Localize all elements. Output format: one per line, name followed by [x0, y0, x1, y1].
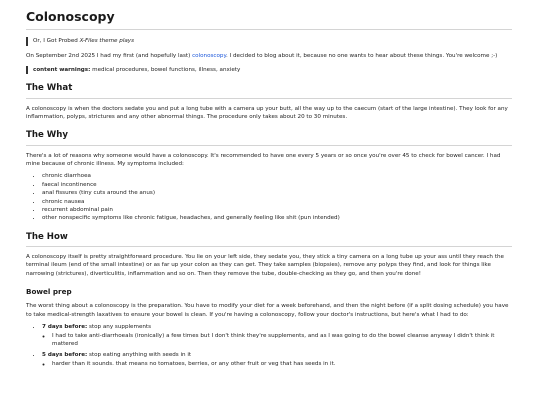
subtitle-text: Or, I Got Probed	[33, 38, 80, 45]
subtitle-quote	[26, 37, 512, 45]
section-heading-bowel-prep: Bowel prep	[26, 287, 72, 297]
prep-substep-list	[52, 360, 512, 368]
section-body-bowel-prep: The worst thing about a colonoscopy is the preparation. You have to modify your diet for a week beforehand, and then the night before (if a split dosing schedule) you have to take medical-strength laxatives to ensure your bowel is clean. If you're having a colonoscopy, follow your doctor's instructions, but here's what I had to do:	[26, 303, 509, 318]
list-item: • anal fissures (tiny cuts around the anus)	[42, 189, 512, 197]
prep-substep-list	[52, 332, 512, 349]
prep-step-text: stop any supplements	[87, 324, 152, 331]
list-item: • other nonspecific symptoms like chronic fatigue, headaches, and generally feeling like shit (pun intended)	[42, 214, 512, 222]
prep-step-label: 5 days before:	[42, 352, 88, 359]
content-warning-text: medical procedures, bowel functions, illness, anxiety	[90, 67, 241, 74]
symptom-list	[42, 172, 512, 222]
prep-step	[42, 351, 512, 368]
prep-substep: ◦ I had to take anti-diarrhoeals (ironically) a few times but I don't think they're supplements, and as I was going to do the bowel cleanse anyway I didn't think it mattered	[52, 332, 512, 349]
prep-substep: ◦ harder than it sounds. that means no tomatoes, berries, or any other fruit or veg that has seeds in it.	[52, 360, 512, 368]
prep-step-label: 7 days before:	[42, 324, 88, 331]
section-heading-how: The How	[26, 232, 512, 247]
list-item: • chronic diarrhoea	[42, 172, 512, 180]
section-body-why: There's a lot of reasons why someone would have a colonoscopy. It's recommended to have one every 5 years or so once you're over 45 to check for bowel cancer. I had mine because of chronic illness. My symptoms included:	[26, 152, 501, 167]
section-heading-what: The What	[26, 83, 512, 98]
subtitle-emphasis: X-Files theme plays	[79, 38, 135, 45]
prep-step-text: stop eating anything with seeds in it	[87, 352, 192, 359]
content-warning-label: content warnings:	[33, 67, 91, 74]
section-heading-why: The Why	[26, 130, 512, 145]
colonoscopy-link[interactable]: colonoscopy	[192, 52, 226, 59]
intro-text: On September 2nd 2025 I had my first (and hopefully last)	[26, 52, 193, 59]
list-item: • chronic nausea	[42, 198, 512, 206]
prep-step	[42, 323, 512, 348]
page-title: Colonoscopy	[26, 9, 512, 30]
section-body-how: A colonoscopy itself is pretty straightforward procedure. You lie on your left side, they sedate you, they stick a tiny camera on a long tube up your ass until they reach the terminal ileum (end of the small intestine) or as far up your colon as they can get. They take samples (biopsies), remove any polyps they find, and look for things like narrowing (strictures), diverticulitis, inflammation and so on. Then they remove the tube, double-checking as they go, and then you're done!	[26, 253, 504, 277]
intro-paragraph	[26, 52, 512, 60]
list-item: • faecal incontinence	[42, 181, 512, 189]
list-item: • recurrent abdominal pain	[42, 206, 512, 214]
intro-text-end: . I decided to blog about it, because no one wants to hear about these things. You're welcome ;-)	[225, 52, 498, 59]
section-body-what: A colonoscopy is when the doctors sedate you and put a long tube with a camera up your butt, all the way up to the caecum (start of the large intestine). They look for any inflammation, polyps, strictures and any other abnormal things. The procedure only takes about 20 to 30 minutes.	[26, 105, 508, 120]
content-warning-box	[26, 66, 512, 74]
prep-steps-list	[42, 323, 512, 368]
